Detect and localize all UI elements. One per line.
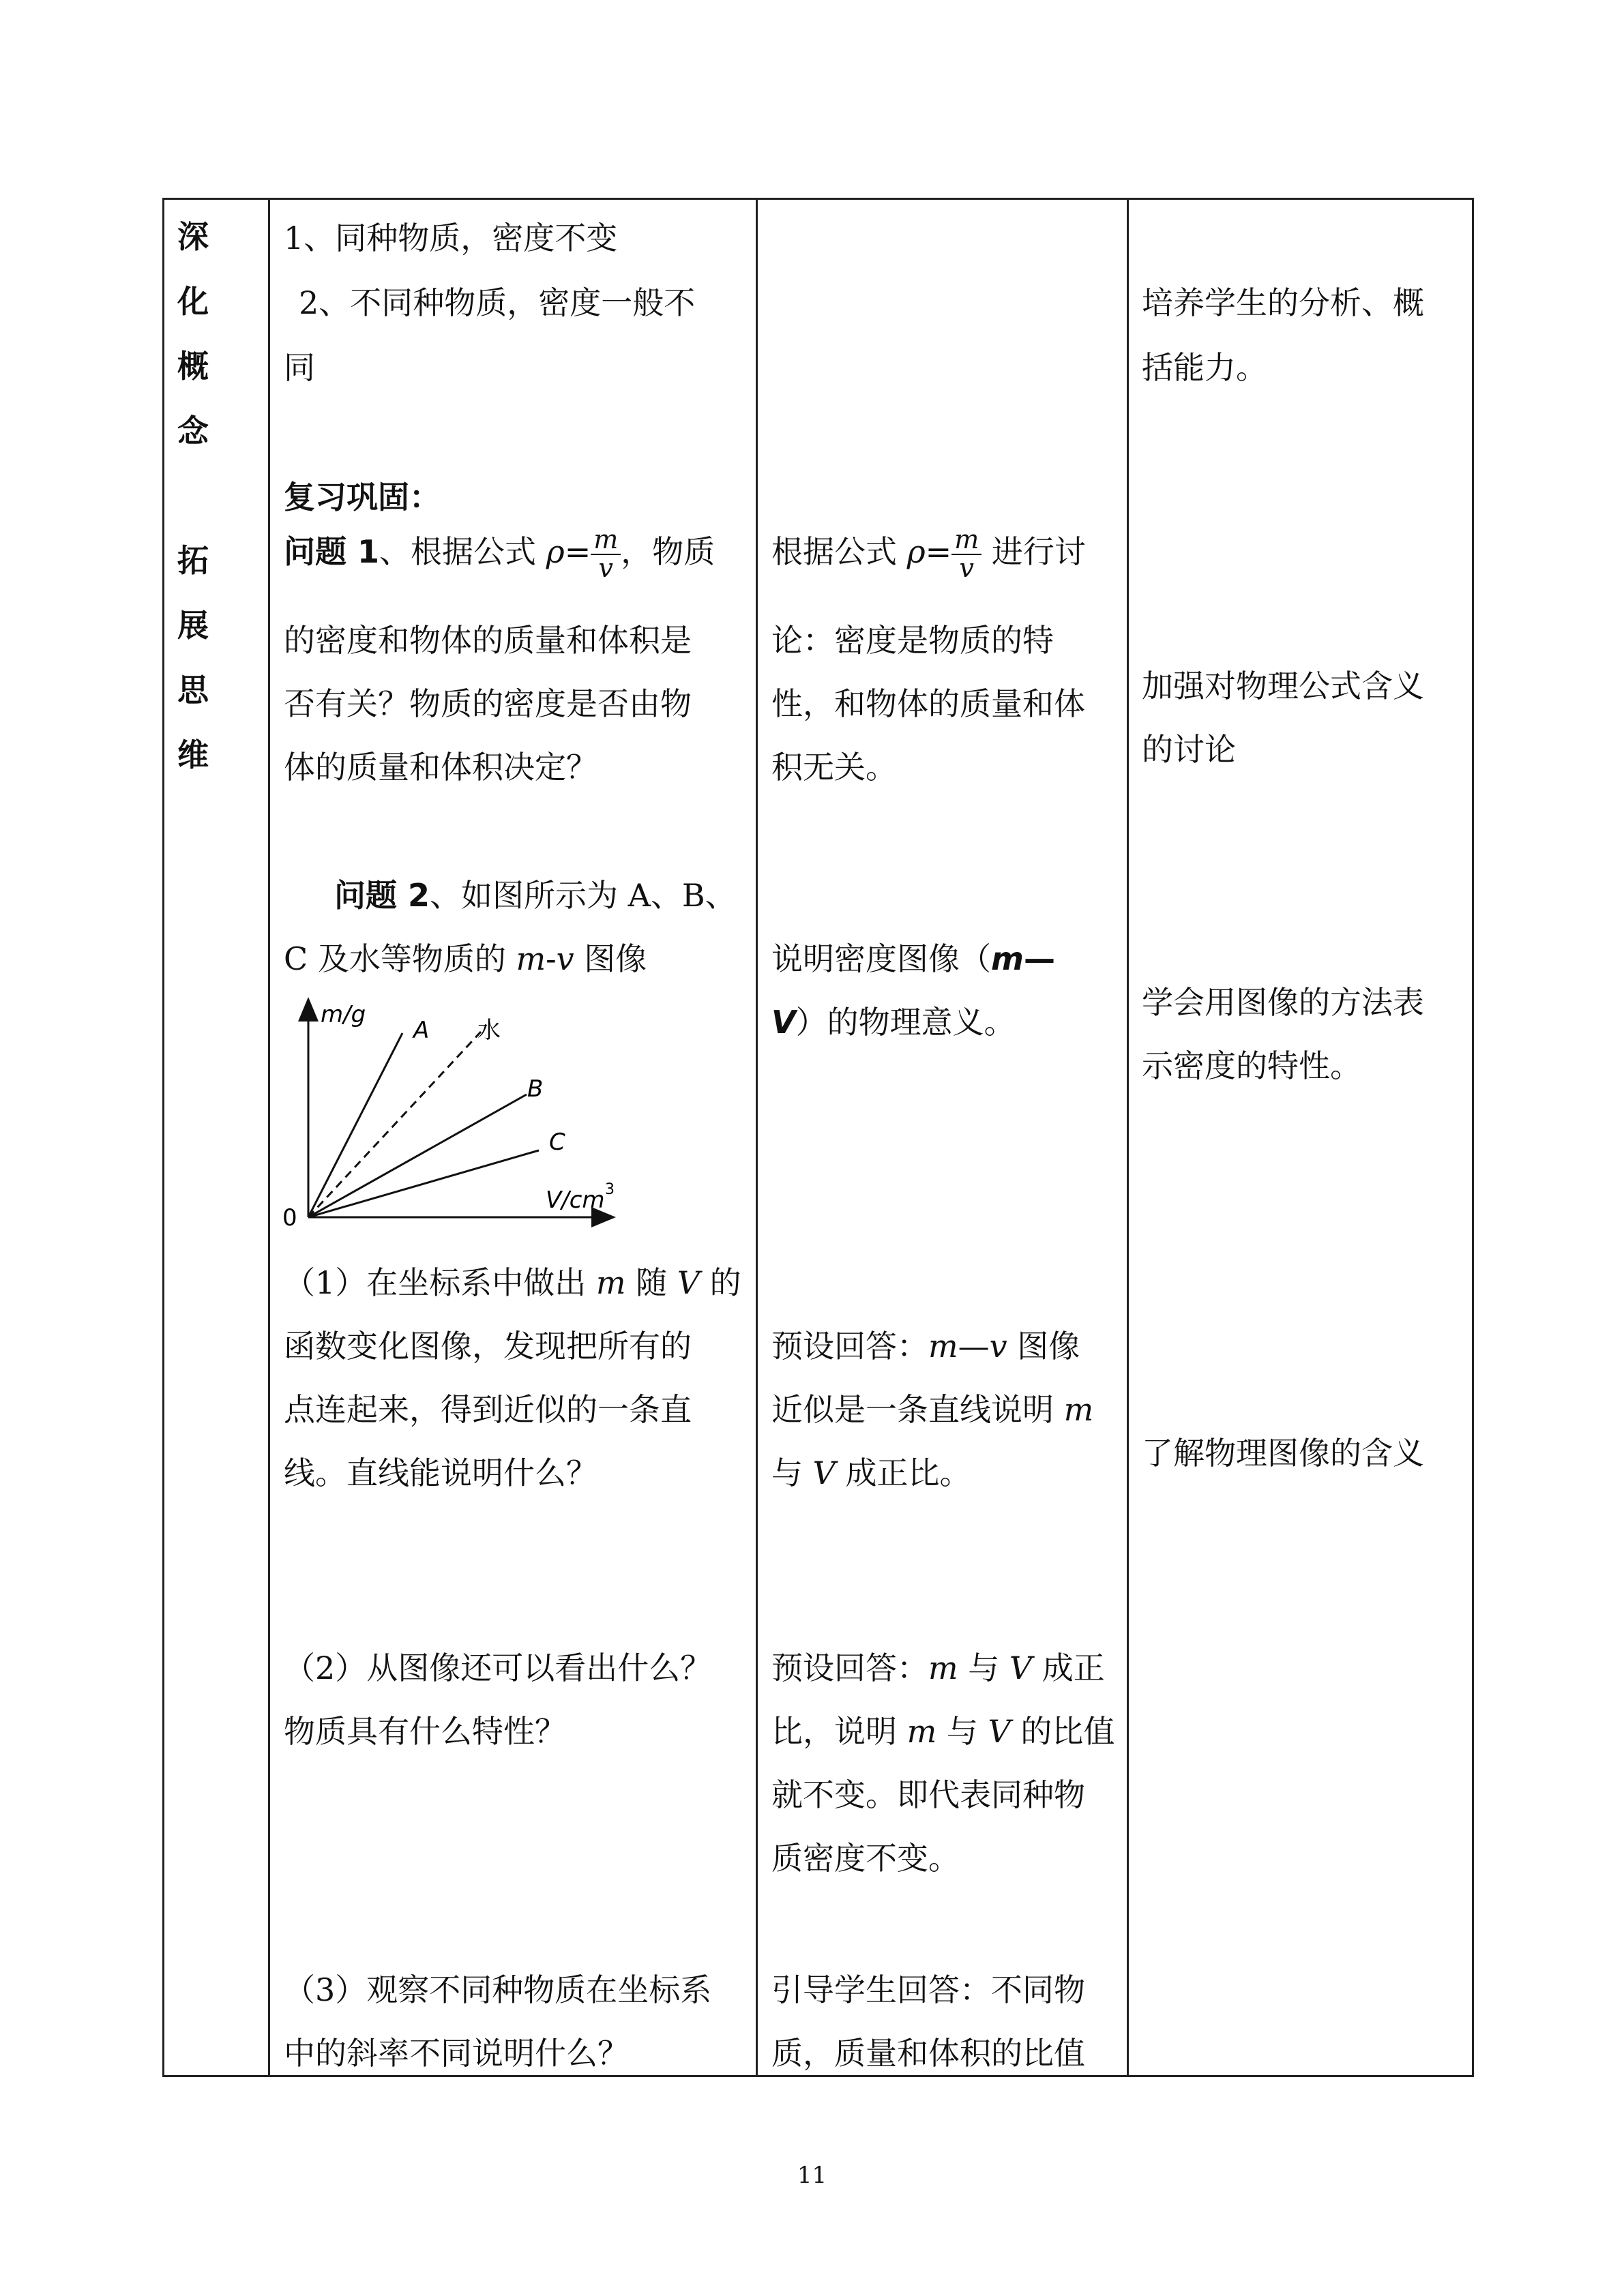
activity-3-text: 图像 — [1007, 1328, 1080, 1365]
var-m: m — [991, 940, 1024, 977]
question-1-line-2: 的密度和物体的质量和体积是 — [284, 622, 692, 659]
sub-question-2-line-2: 物质具有什么特性？ — [284, 1713, 566, 1750]
point-2-cont: 同 — [284, 349, 315, 386]
question-2-text-3: 图像 — [574, 940, 647, 977]
var-V: V — [812, 1455, 836, 1491]
sub-question-1-text: 的 — [700, 1264, 741, 1301]
activity-3-line-3 — [771, 1448, 971, 1493]
sub-question-1-line-1 — [284, 1258, 741, 1303]
table-left-border — [162, 198, 164, 2077]
question-2-text: 、如图所示为 A、B、 — [430, 877, 737, 914]
activity-4-text: 的比值 — [1010, 1713, 1115, 1750]
activity-5-line-2: 质，质量和体积的比值 — [771, 2035, 1085, 2072]
activity-1-line-2: 论：密度是物质的特 — [771, 622, 1054, 659]
formula-fraction — [591, 526, 621, 582]
var-m: m — [1063, 1391, 1094, 1428]
activity-4-line-1 — [771, 1643, 1105, 1688]
formula-fraction — [951, 526, 981, 582]
question-1-line-1 — [284, 526, 715, 582]
line-c — [308, 1150, 539, 1217]
mv-graph — [280, 992, 634, 1231]
activity-2-line-1 — [771, 934, 1055, 979]
intent-4-line-1: 了解物理图像的含义 — [1142, 1435, 1424, 1472]
stage-char: 展 — [177, 607, 209, 644]
column-divider-2 — [756, 198, 758, 2077]
x-axis-label: V/cm — [546, 1187, 605, 1214]
activity-3-text: 与 — [771, 1455, 813, 1491]
activity-3-text: 成正比。 — [835, 1455, 971, 1491]
activity-3-text: 预设回答： — [771, 1328, 928, 1365]
activity-1-text-end: 进行讨 — [981, 533, 1086, 570]
question-1-text: 、根据公式 — [379, 533, 546, 570]
intent-1-line-2: 括能力。 — [1142, 349, 1267, 386]
var-V: V — [677, 1264, 700, 1301]
stage-char: 概 — [177, 348, 209, 385]
stage-char: 维 — [177, 736, 209, 773]
column-divider-1 — [268, 198, 270, 2077]
formula-rho: ρ — [906, 533, 926, 570]
label-a: A — [413, 1017, 430, 1044]
question-1-label: 问题 1 — [284, 533, 380, 570]
activity-3-line-1 — [771, 1322, 1080, 1367]
activity-4-line-2 — [771, 1707, 1114, 1752]
activity-3-text: 近似是一条直线说明 — [771, 1391, 1064, 1428]
intent-3-line-1: 学会用图像的方法表 — [1142, 984, 1424, 1021]
column-divider-3 — [1127, 198, 1129, 2077]
question-1-line-3: 否有关？物质的密度是否由物 — [284, 685, 692, 722]
question-2-text-2: C 及水等物质的 — [284, 940, 516, 977]
stage-char: 念 — [177, 413, 209, 449]
formula-denominator: v — [598, 552, 613, 583]
activity-3-line-2 — [771, 1385, 1093, 1430]
activity-4-line-3: 就不变。即代表同种物 — [771, 1776, 1085, 1813]
formula-denominator: v — [959, 552, 974, 583]
label-water: 水 — [477, 1017, 501, 1044]
x-axis-label-sup: 3 — [605, 1181, 615, 1198]
activity-1-line-1 — [771, 526, 1086, 582]
sub-question-2-line-1: （2）从图像还可以看出什么？ — [284, 1650, 712, 1686]
intent-2-line-2: 的讨论 — [1142, 731, 1236, 768]
intent-3-line-2: 示密度的特性。 — [1142, 1047, 1361, 1084]
intent-1-line-1: 培养学生的分析、概 — [1142, 284, 1424, 321]
activity-2-text: ）的物理意义。 — [795, 1004, 1016, 1041]
activity-1-line-3: 性，和物体的质量和体 — [771, 685, 1085, 722]
dash: - — [546, 940, 557, 977]
sub-question-1-text: （1）在坐标系中做出 — [284, 1264, 596, 1301]
dash: — — [958, 1328, 990, 1365]
var-V: V — [988, 1713, 1011, 1750]
line-b — [308, 1094, 527, 1217]
stage-char: 拓 — [177, 542, 209, 579]
stage-char: 深 — [177, 218, 209, 255]
sub-question-1-line-4: 线。直线能说明什么？ — [284, 1455, 597, 1491]
sub-question-3-line-2: 中的斜率不同说明什么？ — [284, 2035, 629, 2072]
dash: — — [1023, 940, 1055, 977]
formula-numerator: m — [951, 526, 981, 555]
point-2: 2、不同种物质，密度一般不 — [299, 284, 696, 321]
activity-4-text: 比，说明 — [771, 1713, 907, 1750]
intent-2-line-1: 加强对物理公式含义 — [1142, 668, 1424, 704]
y-axis-label: m/g — [321, 1001, 366, 1028]
var-V: V — [771, 1004, 796, 1041]
sub-question-1-line-3: 点连起来，得到近似的一条直 — [284, 1391, 692, 1428]
origin-label: 0 — [282, 1204, 297, 1231]
label-b: B — [527, 1075, 544, 1103]
sub-question-3-line-1: （3）观察不同种物质在坐标系 — [284, 1971, 712, 2008]
activity-1-line-4: 积无关。 — [771, 749, 897, 786]
activity-4-text: 与 — [958, 1650, 1009, 1686]
stage-char: 化 — [177, 283, 209, 320]
formula-equals: = — [564, 533, 591, 570]
label-c: C — [549, 1129, 565, 1156]
table-top-border — [162, 198, 1473, 200]
formula-numerator: m — [591, 526, 621, 555]
var-m: m — [516, 940, 546, 977]
table-bottom-border — [162, 2075, 1473, 2077]
var-m: m — [906, 1713, 937, 1750]
question-2-line-1 — [334, 871, 737, 916]
sub-question-1-line-2: 函数变化图像，发现把所有的 — [284, 1328, 692, 1365]
question-1-line-4: 体的质量和体积决定？ — [284, 749, 597, 786]
var-m: m — [595, 1264, 626, 1301]
activity-5-line-1: 引导学生回答：不同物 — [771, 1971, 1085, 2008]
activity-2-text: 说明密度图像（ — [771, 940, 991, 977]
activity-4-line-4: 质密度不变。 — [771, 1840, 960, 1877]
formula-rho: ρ — [546, 533, 565, 570]
var-V: V — [1009, 1650, 1033, 1686]
point-1: 1、同种物质，密度不变 — [284, 220, 618, 256]
sub-question-1-text: 随 — [625, 1264, 677, 1301]
stage-char: 思 — [177, 672, 209, 709]
activity-4-text: 预设回答： — [771, 1650, 928, 1686]
page-number: 11 — [797, 2162, 827, 2189]
activity-4-text: 与 — [936, 1713, 988, 1750]
formula-equals: = — [925, 533, 952, 570]
question-1-text-end: ，物质 — [621, 533, 715, 570]
question-2-line-2 — [284, 934, 647, 979]
var-m: m — [928, 1328, 958, 1365]
activity-1-text: 根据公式 — [771, 533, 907, 570]
question-2-label: 问题 2 — [334, 877, 430, 914]
var-v: v — [989, 1328, 1007, 1365]
line-water — [308, 1032, 481, 1217]
var-m: m — [928, 1650, 958, 1686]
activity-4-text: 成正 — [1032, 1650, 1105, 1686]
var-v: v — [556, 940, 574, 977]
review-heading: 复习巩固： — [284, 479, 441, 516]
table-right-border — [1472, 198, 1474, 2077]
activity-2-line-2 — [771, 998, 1016, 1043]
